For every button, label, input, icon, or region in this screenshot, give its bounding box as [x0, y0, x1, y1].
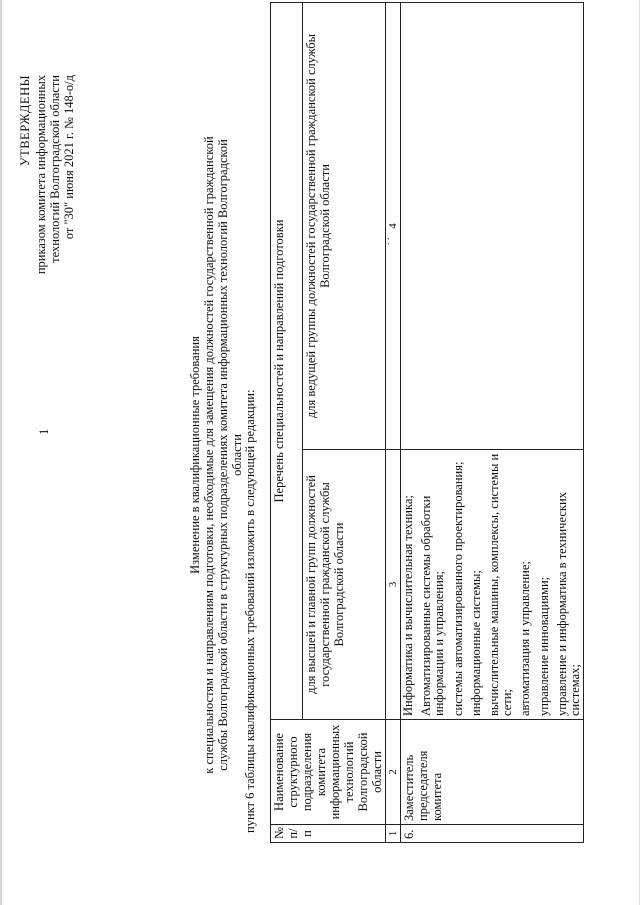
header-senior-group: для высшей и главной групп должностей государственной гражданской службы Волгоградской области — [302, 450, 385, 720]
document-title — [188, 75, 244, 835]
title-line: области — [230, 434, 244, 476]
list-item: системы автоматизированного проектирования; — [450, 461, 465, 716]
title-line: к специальностям и направлениям подготовки, необходимые для замещения должностей государственной гражданской — [202, 136, 216, 774]
column-number: 4 — [386, 2, 401, 449]
header-leading-group: для ведущей группы должностей государственной гражданской службы Волгоградской области — [302, 2, 385, 449]
header-num: № п/п — [271, 825, 386, 843]
intro-text: пункт 6 таблицы квалификационных требований изложить в следующей редакции: — [243, 389, 257, 833]
approval-heading: УТВЕРЖДЕНЫ — [18, 75, 32, 167]
list-item: информационные системы; — [468, 570, 483, 716]
column-number: 3 — [386, 450, 401, 720]
row-leading-specialties — [401, 2, 584, 449]
row-unit: Заместитель председателя комитета — [401, 720, 584, 825]
list-item: вычислительные машины, комплексы, системы и сети; — [487, 453, 515, 716]
stray-mark: . . — [381, 237, 392, 245]
row-specialties — [401, 450, 584, 720]
approval-line: от "30" июня 2021 г. № 148-о/д — [62, 75, 76, 240]
column-number: 2 — [386, 720, 401, 825]
approval-line: приказом комитета информационных — [34, 75, 48, 275]
list-item: автоматизация и управление; — [518, 561, 533, 716]
row-num: 6. — [401, 825, 584, 843]
qualification-table — [270, 2, 584, 843]
column-number: 1 — [386, 825, 401, 843]
list-item: Информатика и вычислительная техника; — [401, 495, 415, 716]
approval-stamp — [18, 75, 76, 305]
list-item: Автоматизированные системы обработки информации и управления; — [419, 495, 447, 716]
header-list-title: Перечень специальностей и направлений подготовки — [271, 2, 303, 719]
list-item: управление и информатика в технических системах; — [554, 492, 583, 716]
header-unit: Наименование структурного подразделения комитета информационных технологий Волгоградской области — [271, 720, 386, 825]
approval-line: технологий Волгоградской области — [48, 75, 62, 263]
title-line: службы Волгоградской области в структурных подразделениях комитета информационных технологий Волгоградской — [216, 139, 230, 771]
list-item: управление инновациями; — [536, 576, 551, 716]
scan-edge-top — [0, 0, 2, 905]
title-line: Изменение в квалификационные требования — [188, 336, 202, 574]
table-row — [401, 2, 584, 842]
page-number: 1 — [37, 428, 51, 435]
